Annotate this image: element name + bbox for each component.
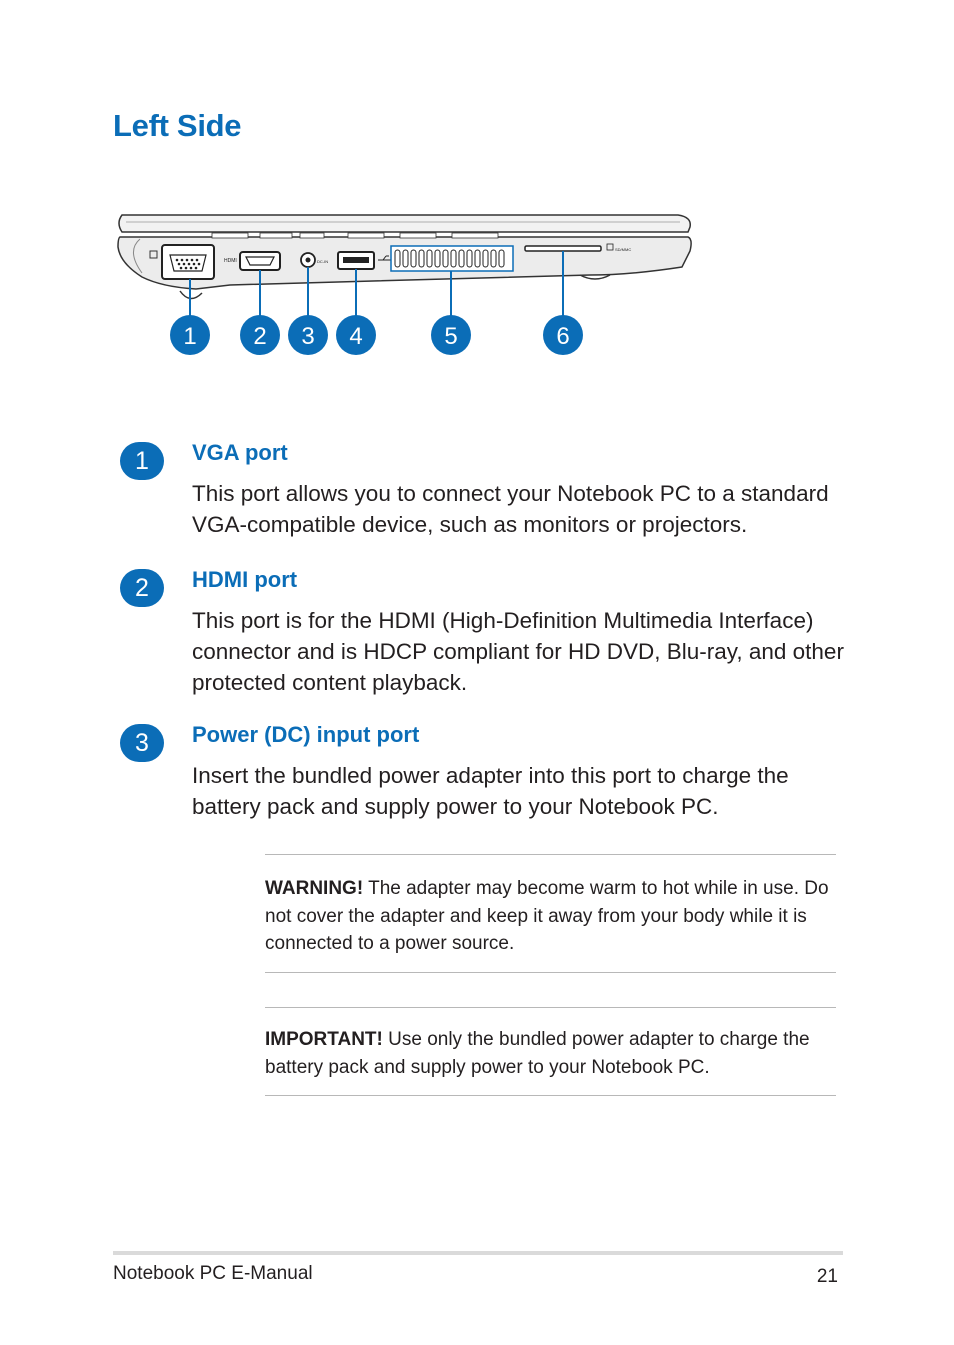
warning-text [265, 875, 836, 958]
important-body: Use only the bundled power adapter to charge the battery pack and supply power to your Notebook PC. [265, 1029, 810, 1078]
item-description: This port is for the HDMI (High-Definition Multimedia Interface) connector and is HDCP compliant for HD DVD, Blu-ray, and other protected content playback. [192, 608, 844, 695]
dc-port-label: DC-IN [317, 259, 329, 264]
hdmi-port [240, 252, 280, 270]
item-number-badge: 1 [120, 442, 164, 480]
callout-2-label: 2 [253, 323, 267, 350]
warning-body: The adapter may become warm to hot while in use. Do not cover the adapter and keep it away from your body while it is connected to a power source. [265, 878, 829, 954]
hdmi-port-label: HDMI [224, 258, 237, 264]
card-reader-label: SD/MMC [615, 247, 632, 252]
callout-6-label: 6 [556, 323, 570, 350]
callout-4 [336, 315, 376, 355]
callout-2 [240, 315, 280, 355]
notebook-left-side-illustration [110, 205, 710, 375]
item-number-badge: 3 [120, 724, 164, 762]
vga-port [162, 245, 214, 279]
important-note [265, 1007, 836, 1096]
callout-3-label: 3 [301, 323, 315, 350]
item-number-badge: 2 [120, 569, 164, 607]
callout-6 [543, 315, 583, 355]
important-text [265, 1026, 836, 1081]
callout-4-label: 4 [349, 323, 363, 350]
item-title: HDMI port [192, 567, 298, 592]
item-title: VGA port [192, 440, 288, 465]
footer-manual-title: Notebook PC E-Manual [113, 1263, 313, 1284]
air-vent [391, 246, 513, 271]
dc-input-port [301, 253, 315, 267]
page-number: 21 [816, 1266, 838, 1287]
callout-1-label: 1 [183, 323, 197, 350]
page-title: Left Side [113, 108, 242, 143]
callout-5 [431, 315, 471, 355]
usb-port [338, 252, 374, 269]
card-reader-slot [525, 246, 601, 251]
callout-5-label: 5 [444, 323, 458, 350]
item-description: This port allows you to connect your Notebook PC to a standard VGA-compatible device, such as monitors or projectors. [192, 481, 829, 537]
item-description: Insert the bundled power adapter into this port to charge the battery pack and supply power to your Notebook PC. [192, 763, 789, 819]
callout-3 [288, 315, 328, 355]
warning-label: WARNING! [265, 878, 364, 899]
warning-note [265, 854, 836, 973]
footer-rule [113, 1251, 843, 1255]
item-title: Power (DC) input port [192, 722, 420, 747]
important-label: IMPORTANT! [265, 1029, 383, 1050]
notebook-lid [119, 215, 690, 232]
callout-1 [170, 315, 210, 355]
notebook-side-svg [110, 205, 710, 375]
